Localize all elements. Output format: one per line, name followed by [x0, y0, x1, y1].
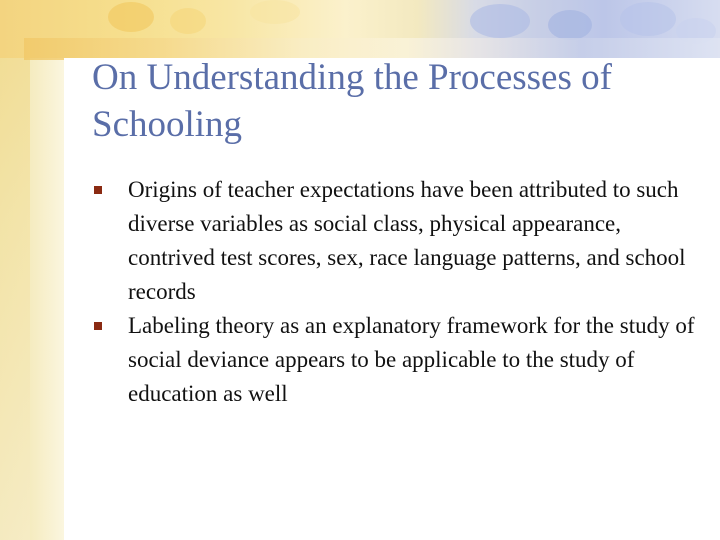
flower-decoration-icon [170, 8, 206, 34]
slide-title: On Understanding the Processes of Schooling [92, 57, 612, 145]
flower-decoration-icon [108, 2, 154, 32]
bullet-item [94, 309, 706, 411]
flower-decoration-icon [470, 4, 530, 38]
flower-decoration-icon [250, 0, 300, 24]
decorative-left-shade [0, 0, 30, 540]
bullet-item [94, 173, 706, 309]
bullet-text: Origins of teacher expectations have been attributed to such diverse variables as social class, physical appearance, contrived test scores, sex, race language patterns, and school records [128, 177, 686, 304]
bullet-list [94, 173, 706, 411]
square-bullet-icon [94, 322, 102, 330]
bullet-text: Labeling theory as an explanatory framework for the study of social deviance appears to be applicable to the study of education as well [128, 313, 695, 406]
flower-decoration-icon [548, 10, 592, 40]
square-bullet-icon [94, 186, 102, 194]
flower-decoration-icon [620, 2, 676, 36]
